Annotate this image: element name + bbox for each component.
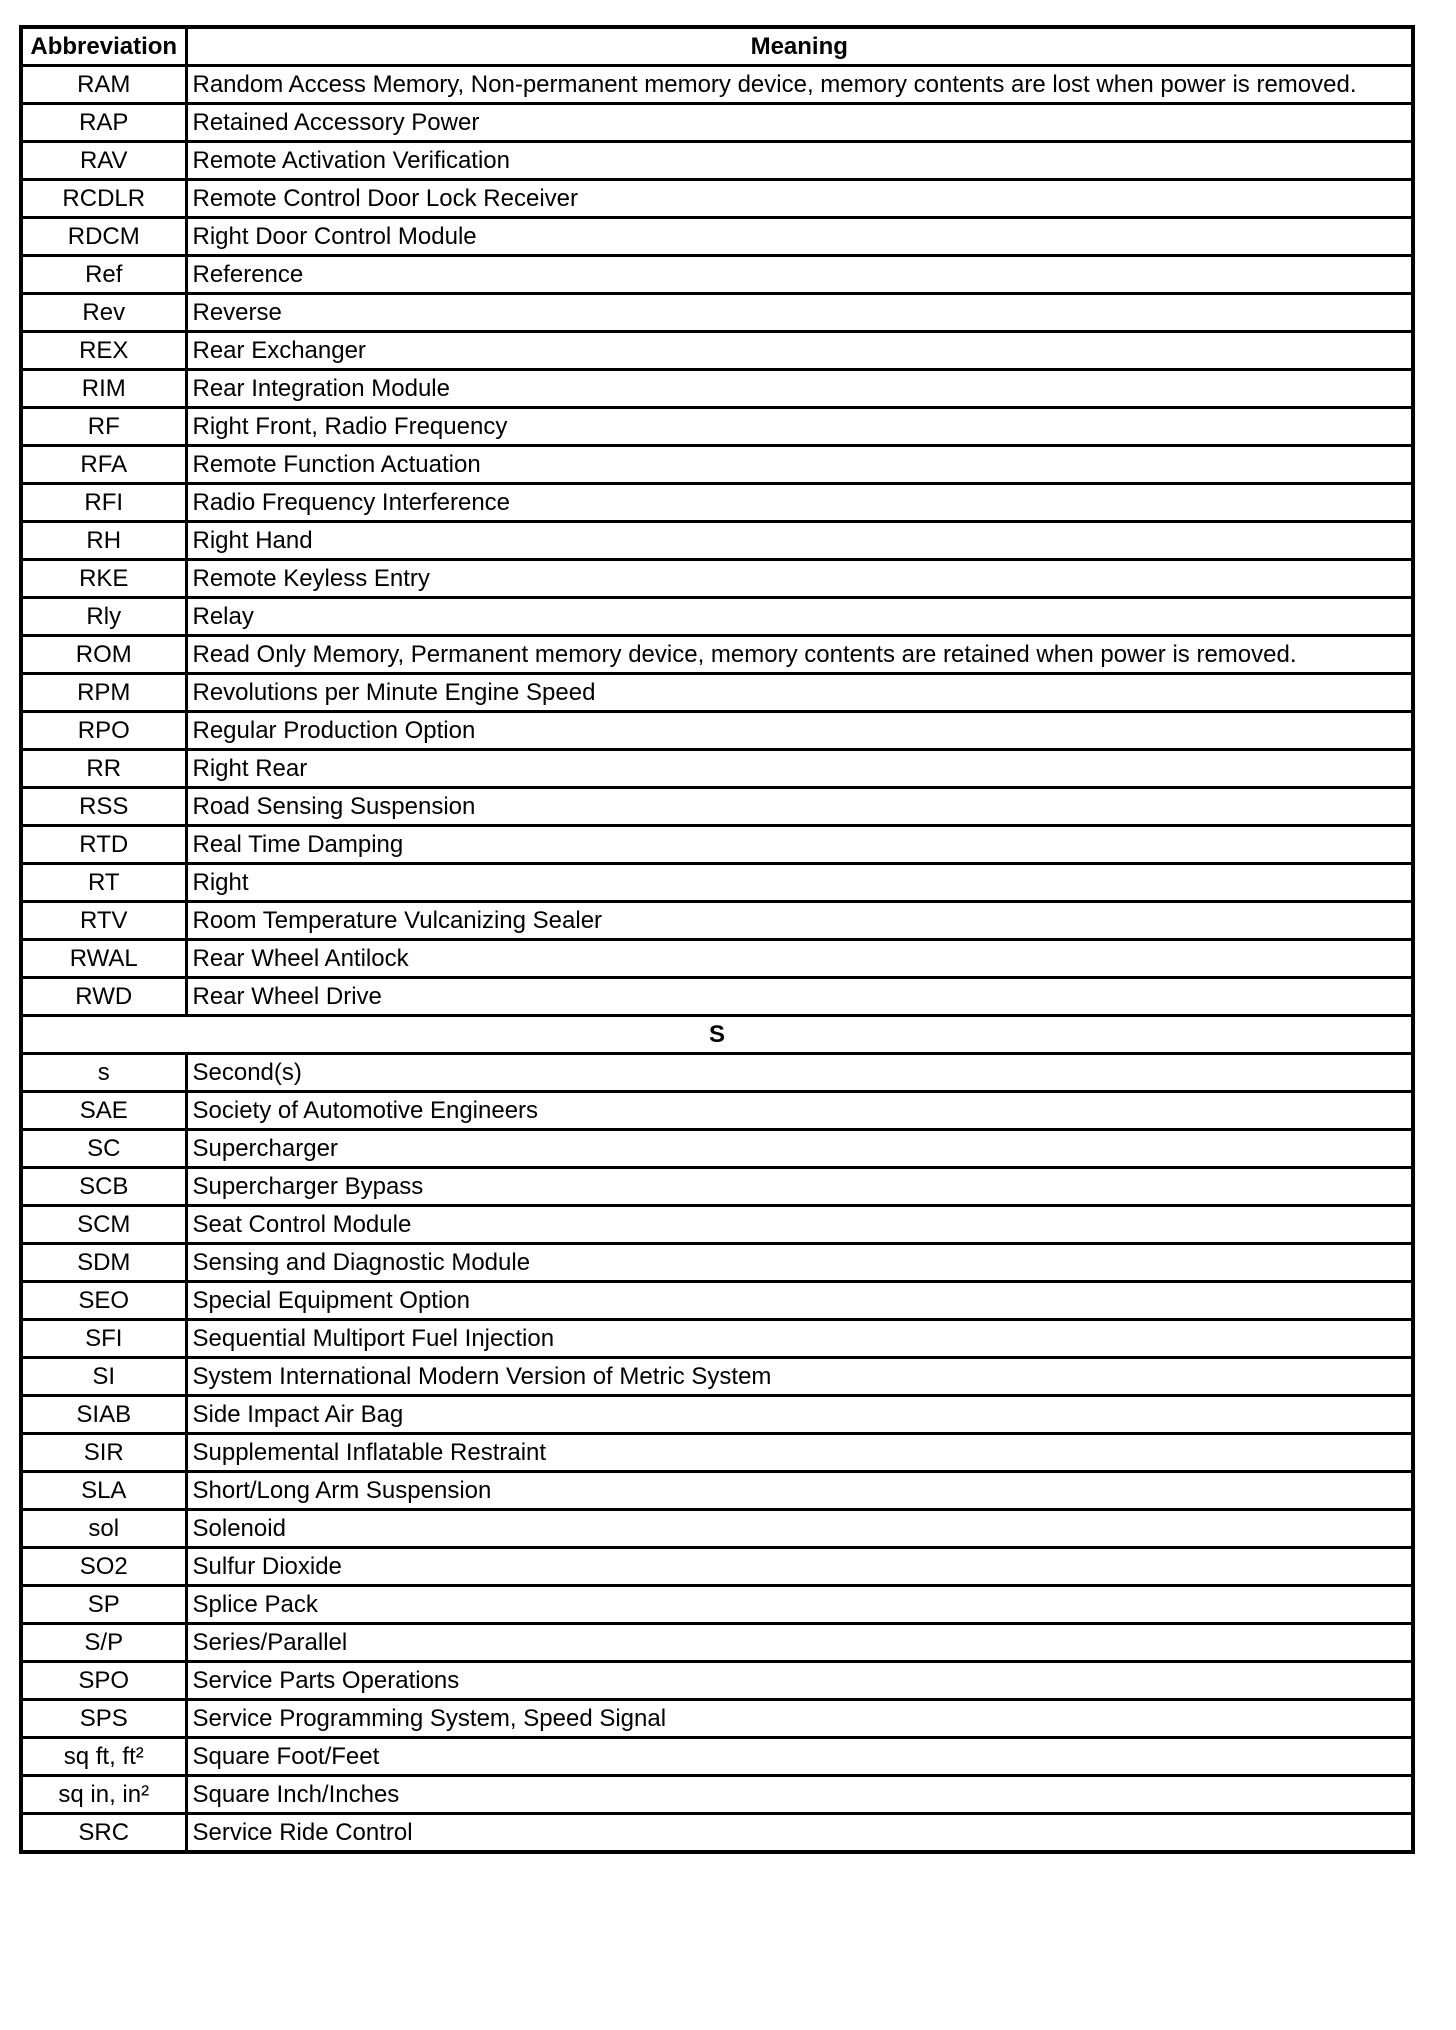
meaning-cell: Right Front, Radio Frequency — [186, 408, 1413, 446]
abbreviation-cell: RCDLR — [21, 180, 186, 218]
meaning-cell: Sequential Multiport Fuel Injection — [186, 1320, 1413, 1358]
table-row — [21, 446, 1413, 484]
abbreviation-cell: Ref — [21, 256, 186, 294]
meaning-cell: Rear Wheel Drive — [186, 978, 1413, 1016]
meaning-cell: Revolutions per Minute Engine Speed — [186, 674, 1413, 712]
table-row — [21, 674, 1413, 712]
meaning-cell: Series/Parallel — [186, 1624, 1413, 1662]
table-row — [21, 522, 1413, 560]
table-row — [21, 1282, 1413, 1320]
table-row — [21, 1586, 1413, 1624]
abbreviation-cell: SAE — [21, 1092, 186, 1130]
meaning-cell: Reverse — [186, 294, 1413, 332]
abbreviation-cell: SIAB — [21, 1396, 186, 1434]
meaning-cell: Remote Control Door Lock Receiver — [186, 180, 1413, 218]
abbreviation-cell: Rev — [21, 294, 186, 332]
abbreviation-cell: RF — [21, 408, 186, 446]
abbreviation-cell: sq in, in² — [21, 1776, 186, 1814]
abbreviation-table — [19, 25, 1415, 1854]
table-row — [21, 1358, 1413, 1396]
table-row — [21, 826, 1413, 864]
abbreviation-cell: SP — [21, 1586, 186, 1624]
meaning-cell: Side Impact Air Bag — [186, 1396, 1413, 1434]
meaning-cell: Supercharger Bypass — [186, 1168, 1413, 1206]
meaning-cell: Room Temperature Vulcanizing Sealer — [186, 902, 1413, 940]
section-heading: S — [21, 1016, 1413, 1054]
table-row — [21, 370, 1413, 408]
meaning-cell: Remote Activation Verification — [186, 142, 1413, 180]
table-body — [21, 66, 1413, 1853]
abbreviation-cell: S/P — [21, 1624, 186, 1662]
table-row — [21, 1624, 1413, 1662]
table-row — [21, 978, 1413, 1016]
table-row — [21, 180, 1413, 218]
abbreviation-cell: RWAL — [21, 940, 186, 978]
meaning-cell: Splice Pack — [186, 1586, 1413, 1624]
header-abbreviation: Abbreviation — [21, 27, 186, 66]
meaning-cell: Service Programming System, Speed Signal — [186, 1700, 1413, 1738]
abbreviation-cell: Rly — [21, 598, 186, 636]
table-row — [21, 940, 1413, 978]
table-row — [21, 1396, 1413, 1434]
table-row — [21, 1814, 1413, 1853]
table-row — [21, 218, 1413, 256]
abbreviation-cell: RPM — [21, 674, 186, 712]
meaning-cell: Second(s) — [186, 1054, 1413, 1092]
abbreviation-cell: ROM — [21, 636, 186, 674]
meaning-cell: Reference — [186, 256, 1413, 294]
meaning-cell: Remote Function Actuation — [186, 446, 1413, 484]
table-row — [21, 1054, 1413, 1092]
meaning-cell: Service Parts Operations — [186, 1662, 1413, 1700]
table-row — [21, 1472, 1413, 1510]
meaning-cell: Rear Exchanger — [186, 332, 1413, 370]
meaning-cell: Right Rear — [186, 750, 1413, 788]
table-row — [21, 1510, 1413, 1548]
table-row — [21, 1700, 1413, 1738]
table-row — [21, 1548, 1413, 1586]
meaning-cell: Society of Automotive Engineers — [186, 1092, 1413, 1130]
abbreviation-cell: RT — [21, 864, 186, 902]
abbreviation-cell: RSS — [21, 788, 186, 826]
abbreviation-cell: RR — [21, 750, 186, 788]
meaning-cell: Road Sensing Suspension — [186, 788, 1413, 826]
table-row — [21, 1130, 1413, 1168]
table-row — [21, 1206, 1413, 1244]
abbreviation-cell: SPO — [21, 1662, 186, 1700]
meaning-cell: Read Only Memory, Permanent memory device, memory contents are retained when power is removed. — [186, 636, 1413, 674]
abbreviation-cell: RAP — [21, 104, 186, 142]
abbreviation-cell: SCB — [21, 1168, 186, 1206]
abbreviation-cell: RFI — [21, 484, 186, 522]
meaning-cell: Remote Keyless Entry — [186, 560, 1413, 598]
abbreviation-cell: SC — [21, 1130, 186, 1168]
abbreviation-cell: RH — [21, 522, 186, 560]
table-row — [21, 66, 1413, 104]
table-row — [21, 712, 1413, 750]
abbreviation-cell: SRC — [21, 1814, 186, 1853]
abbreviation-cell: SI — [21, 1358, 186, 1396]
table-row — [21, 788, 1413, 826]
abbreviation-cell: RAV — [21, 142, 186, 180]
abbreviation-cell: RDCM — [21, 218, 186, 256]
meaning-cell: Service Ride Control — [186, 1814, 1413, 1853]
meaning-cell: Rear Integration Module — [186, 370, 1413, 408]
table-row — [21, 294, 1413, 332]
table-row — [21, 560, 1413, 598]
abbreviation-cell: RFA — [21, 446, 186, 484]
table-row — [21, 598, 1413, 636]
table-row — [21, 484, 1413, 522]
abbreviation-cell: SCM — [21, 1206, 186, 1244]
table-row — [21, 750, 1413, 788]
table-row — [21, 256, 1413, 294]
section-row-s — [21, 1016, 1413, 1054]
meaning-cell: System International Modern Version of Metric System — [186, 1358, 1413, 1396]
abbreviation-cell: REX — [21, 332, 186, 370]
table-row — [21, 636, 1413, 674]
table-row — [21, 332, 1413, 370]
table-row — [21, 408, 1413, 446]
meaning-cell: Supplemental Inflatable Restraint — [186, 1434, 1413, 1472]
table-row — [21, 104, 1413, 142]
abbreviation-cell: RKE — [21, 560, 186, 598]
abbreviation-cell: SO2 — [21, 1548, 186, 1586]
abbreviation-cell: SFI — [21, 1320, 186, 1358]
header-row — [21, 27, 1413, 66]
meaning-cell: Supercharger — [186, 1130, 1413, 1168]
table-row — [21, 1244, 1413, 1282]
abbreviation-cell: RAM — [21, 66, 186, 104]
table-row — [21, 902, 1413, 940]
abbreviation-cell: sq ft, ft² — [21, 1738, 186, 1776]
table-row — [21, 1776, 1413, 1814]
abbreviation-cell: SDM — [21, 1244, 186, 1282]
meaning-cell: Right Door Control Module — [186, 218, 1413, 256]
table-row — [21, 1662, 1413, 1700]
meaning-cell: Square Foot/Feet — [186, 1738, 1413, 1776]
abbreviation-cell: SLA — [21, 1472, 186, 1510]
meaning-cell: Short/Long Arm Suspension — [186, 1472, 1413, 1510]
meaning-cell: Rear Wheel Antilock — [186, 940, 1413, 978]
abbreviation-cell: sol — [21, 1510, 186, 1548]
table-row — [21, 1434, 1413, 1472]
abbreviation-cell: RWD — [21, 978, 186, 1016]
table-row — [21, 864, 1413, 902]
meaning-cell: Relay — [186, 598, 1413, 636]
meaning-cell: Right Hand — [186, 522, 1413, 560]
meaning-cell: Seat Control Module — [186, 1206, 1413, 1244]
meaning-cell: Right — [186, 864, 1413, 902]
meaning-cell: Solenoid — [186, 1510, 1413, 1548]
abbreviation-cell: s — [21, 1054, 186, 1092]
meaning-cell: Regular Production Option — [186, 712, 1413, 750]
abbreviation-cell: SPS — [21, 1700, 186, 1738]
abbreviation-cell: SEO — [21, 1282, 186, 1320]
meaning-cell: Square Inch/Inches — [186, 1776, 1413, 1814]
table-row — [21, 1320, 1413, 1358]
table-row — [21, 1092, 1413, 1130]
abbreviation-cell: SIR — [21, 1434, 186, 1472]
meaning-cell: Random Access Memory, Non-permanent memory device, memory contents are lost when power is removed. — [186, 66, 1413, 104]
meaning-cell: Retained Accessory Power — [186, 104, 1413, 142]
meaning-cell: Radio Frequency Interference — [186, 484, 1413, 522]
abbreviation-cell: RTD — [21, 826, 186, 864]
table-row — [21, 142, 1413, 180]
abbreviation-cell: RPO — [21, 712, 186, 750]
table-row — [21, 1168, 1413, 1206]
meaning-cell: Sulfur Dioxide — [186, 1548, 1413, 1586]
meaning-cell: Real Time Damping — [186, 826, 1413, 864]
abbreviation-cell: RIM — [21, 370, 186, 408]
meaning-cell: Sensing and Diagnostic Module — [186, 1244, 1413, 1282]
abbreviation-cell: RTV — [21, 902, 186, 940]
meaning-cell: Special Equipment Option — [186, 1282, 1413, 1320]
header-meaning: Meaning — [186, 27, 1413, 66]
table-row — [21, 1738, 1413, 1776]
